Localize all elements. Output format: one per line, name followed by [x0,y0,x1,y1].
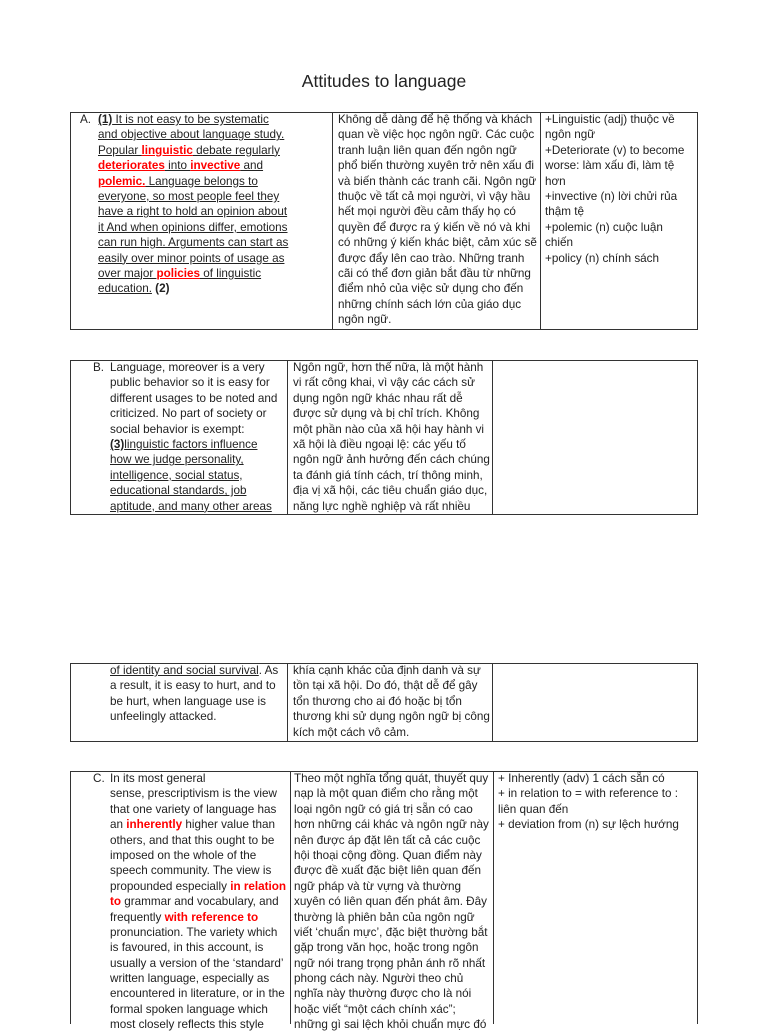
text-line: pronunciation. The variety which [110,925,278,939]
text-line: sense, prescriptivism is the view [110,787,277,801]
english-text-cell [71,113,332,329]
text-line: kích một cách vô cảm. [293,725,410,739]
text-line: hội thoại cộng đồng. Quan điểm này [294,848,482,862]
text-segment: aptitude, and many other areas [110,499,272,513]
text-line: + in relation to = with reference to : [498,787,678,801]
section-b-table [70,360,698,515]
text-line [98,174,288,189]
text-segment: Popular [98,143,142,157]
text-line [98,189,288,204]
section-a-table [70,112,698,330]
english-text-cell [71,664,287,741]
text-line: ngôn ngữ [545,128,596,142]
text-line: social behavior is exempt: [110,422,245,436]
text-line: encountered in literature, or in the [110,987,285,1001]
text-line: hoặc viết “một cách chính xác”; [294,1002,456,1016]
text-segment: how we judge personality, [110,453,244,467]
text-line [98,266,288,281]
text-segment: education. [98,282,152,296]
highlighted-term: in relation [230,879,287,893]
text-line [98,251,288,266]
text-line: phong cách này. Người theo chủ [294,972,464,986]
section-label: C. [93,772,105,785]
text-line: viết ‘chuẩn mực’, đặc biệt thường bắt [294,925,488,939]
highlighted-term: to [110,895,122,909]
text-line: imposed on the whole of the [110,848,257,862]
text-line: năng lực nghề nghiệp và rất nhiều [293,499,471,513]
text-line: khía cạnh khác của định danh và sự [293,664,481,677]
text-line: phổ biến thường xuyên trở nên xấu đi [338,159,534,173]
text-line: dụng ngôn ngữ khác nhau rất dễ [293,391,463,405]
text-segment: debate regularly [192,143,280,157]
highlighted-term: policies [156,266,200,280]
text-line: được đề xuất đặc biệt liên quan đến [294,864,482,878]
text-segment: and [240,159,264,173]
highlighted-term: with reference to [164,910,259,924]
text-line: xuyên có liên quan đến phát âm. Đây [294,895,487,909]
text-line: + deviation from (n) sự lệch hướng [498,818,679,832]
english-text-cell [71,772,290,1032]
highlighted-term: invective [190,159,241,173]
text-line: hơn những cái khác và ngôn ngữ này [294,818,489,832]
text-line [110,468,277,483]
text-segment: of identity and social survival [110,664,259,677]
text-line: In its most general [110,772,206,785]
text-line [110,483,277,498]
text-line: ngôn ngữ. [338,313,392,327]
text-line [110,817,286,832]
text-line [110,879,286,894]
vietnamese-text [293,360,490,514]
text-line [98,281,288,296]
vietnamese-text [293,663,490,740]
text-line: thường là phiên bản của ngôn ngữ [294,910,475,924]
text-segment: educational standards, job [110,484,247,498]
section-label: B. [93,361,105,374]
text-line: hết mọi người đều cảm thấy họ có [338,205,516,219]
text-line: vi rất công khai, vì vậy các cách sử [293,376,475,390]
highlighted-term: linguistic [141,143,193,157]
text-line: that one variety of language has [110,802,277,816]
text-line: nạp là một quan điểm cho rằng một [294,787,478,801]
text-line: nên được áp đặt lên tất cả các cuộc [294,833,481,847]
text-line: Language, moreover is a very [110,361,265,374]
text-line [98,158,288,173]
text-line: tranh luận liên quan đến ngôn ngữ [338,143,517,157]
text-segment: into [164,159,191,173]
text-line: written language, especially as [110,972,270,986]
text-line [98,204,288,219]
text-line [98,127,288,142]
text-segment: over major [98,266,157,280]
text-line: thậm tệ [545,205,584,219]
text-line: và biến thành các tranh cãi. Ngôn ngữ [338,174,537,188]
text-segment: frequently [110,910,165,924]
text-line [110,910,286,925]
text-line: điểm nhỏ của việc sử dụng cho đến [338,282,524,296]
text-line: thương khi sử dụng ngôn ngữ bị công [293,710,490,724]
text-line: cãi có thể đơn giản bắt đầu từ những [338,266,531,280]
text-line: +invective (n) lời chửi rủa [545,189,678,203]
text-line: formal spoken language which [110,1002,268,1016]
english-text [110,663,278,725]
text-segment: have a right to hold an opinion about [98,205,288,219]
text-line [110,437,277,452]
text-line: speech community. The view is [110,864,272,878]
text-line: usually a version of the ‘standard’ [110,956,284,970]
text-line: +policy (n) chính sách [545,251,660,265]
english-text [110,771,286,1033]
text-line: others, and that this ought to be [110,833,275,847]
text-line: một phần nào của xã hội hay hành vi [293,422,485,436]
text-line [110,663,278,678]
text-line: có những ý kiến khác biệt, cảm xúc sẽ [338,236,537,250]
text-line: different usages to be noted and [110,391,278,405]
text-line [110,499,277,514]
text-line [98,112,288,127]
text-line: is favoured, in this account, is [110,941,264,955]
section-c-table [70,771,698,1032]
text-line [98,235,288,250]
text-line: loại ngôn ngữ có giá trị sẵn có cao [294,802,473,816]
text-segment: It is not easy to be systematic [112,113,269,126]
text-segment: everyone, so most people feel they [98,189,280,203]
text-segment: (3) [110,437,125,451]
text-line: địa vị xã hội, các tiêu chuẩn giáo dục, [293,484,488,498]
text-line: quyền để được ra ý kiến về nó và khi [338,220,531,234]
text-segment: linguistic factors influence [124,437,258,451]
text-segment: intelligence, social status, [110,468,243,482]
page-title: Attitudes to language [301,71,467,91]
text-line: liên quan đến [498,802,569,816]
english-text [110,360,277,514]
text-line: +Linguistic (adj) thuộc về [545,113,675,126]
text-line: most closely reflects this style [110,1018,264,1032]
vietnamese-translation-cell [332,113,540,329]
vocabulary-cell [492,664,697,741]
english-text [98,112,288,297]
text-line [110,452,277,467]
text-segment: (1) [98,113,113,126]
text-line: gặp trong văn học, hoặc trong ngôn [294,941,479,955]
vietnamese-translation-cell [290,772,493,1032]
text-line: Không dễ dàng để hệ thống và khách [338,113,533,126]
text-line: worse: làm xấu đi, làm tệ [545,159,675,173]
text-segment: (2) [151,282,170,296]
text-line: được sử dụng và bị chỉ trích. Không [293,407,480,421]
text-segment: grammar and vocabulary, and [121,895,279,909]
highlighted-term: polemic. [98,174,146,188]
text-line: +Deteriorate (v) to become [545,143,685,157]
section-label: A. [80,113,92,126]
text-line: + Inherently (adv) 1 cách sẵn có [498,772,665,785]
text-segment: . As [258,664,279,677]
text-line [98,220,288,235]
vietnamese-translation-cell [287,664,492,741]
text-segment: propounded especially [110,879,231,893]
text-segment: Language belongs to [145,174,258,188]
vietnamese-text [294,771,489,1033]
text-line: +polemic (n) cuộc luận [545,220,663,234]
text-segment: of linguistic [200,266,262,280]
text-line: chiến [545,236,573,250]
vietnamese-translation-cell [287,361,492,514]
text-line: unfeelingly attacked. [110,710,217,724]
text-segment: easily over minor points of usage as [98,251,285,265]
text-line: a result, it is easy to hurt, and to [110,679,276,693]
text-line: tổn thương cho ai đó hoặc bị tổn [293,694,462,708]
text-line: Ngôn ngữ, hơn thế nữa, là một hành [293,361,484,374]
section-b-continued-table [70,663,698,742]
vocabulary-cell [493,772,697,1024]
vietnamese-text [338,112,537,327]
vocabulary-list [545,112,684,266]
text-line: Theo một nghĩa tổng quát, thuyết quy [294,772,489,785]
vocabulary-cell [540,113,697,329]
text-line: criticized. No part of society or [110,407,267,421]
text-line [110,894,286,909]
text-segment: it And when opinions differ, emotions [98,220,288,234]
text-line: những chính sách lớn của giáo dục [338,297,522,311]
text-segment: can run high. Arguments can start as [98,236,289,250]
text-line: được đẩy lên cao trào. Những tranh [338,251,525,265]
vocabulary-list [498,771,679,833]
text-line: nghĩa này thường được cho là nói [294,987,472,1001]
text-line: xã hội là điều ngoại lệ: các yếu tố [293,437,466,451]
text-line [98,143,288,158]
text-line: hơn [545,174,566,188]
text-line: public behavior so it is easy for [110,376,270,390]
highlighted-term: inherently [126,818,183,832]
highlighted-term: deteriorates [98,159,165,173]
vocabulary-cell [492,361,697,514]
text-line: thuộc về tất cả mọi người, vì vậy hầu [338,189,531,203]
text-segment: an [110,818,127,832]
text-segment: and objective about language study. [98,128,285,142]
text-line: be hurt, when language use is [110,694,266,708]
text-line: ngữ pháp và từ vựng và thường [294,879,461,893]
english-text-cell [71,361,287,514]
text-line: tồn tại xã hội. Do đó, thật dễ để gây [293,679,478,693]
text-segment: higher value than [182,818,276,832]
text-line: những gì sai lệch khỏi chuẩn mực đó [294,1018,487,1032]
text-line: ta đánh giá tính cách, trí thông minh, [293,468,483,482]
text-line: ngôn ngữ ảnh hưởng đến cách chúng [293,453,490,467]
text-line: quan về việc học ngôn ngữ. Các cuộc [338,128,535,142]
text-line: ngữ nói trang trọng phản ánh rõ nhất [294,956,486,970]
